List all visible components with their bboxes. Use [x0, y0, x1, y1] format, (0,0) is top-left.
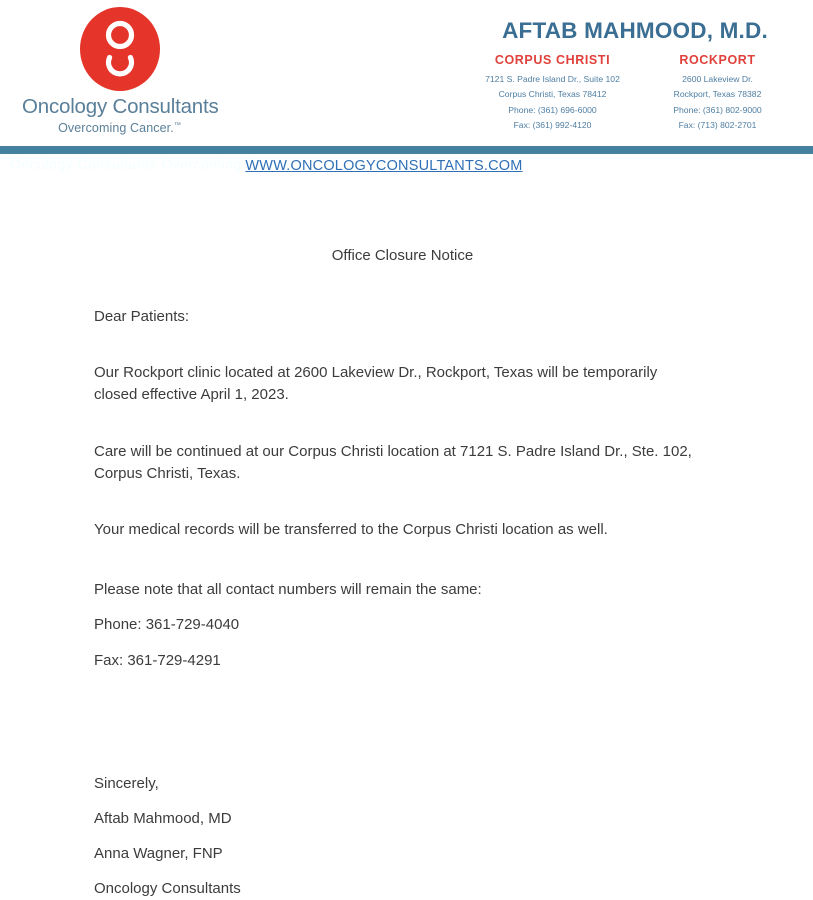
office-address-line2: Corpus Christi, Texas 78412	[498, 89, 607, 100]
logo-tagline-text: Overcoming Cancer.	[58, 120, 174, 135]
signer-physician: Aftab Mahmood, MD	[94, 809, 232, 827]
watermark-text: Oncology Consultants Overcoming Cancer	[10, 156, 295, 172]
office-fax: Fax: (713) 802-2701	[678, 119, 757, 130]
page-title: Office Closure Notice	[331, 247, 474, 264]
office-address-line2: Rockport, Texas 78382	[673, 89, 762, 100]
practice-info	[470, 18, 800, 133]
office-rockport	[635, 53, 800, 133]
header-divider-rule	[0, 146, 813, 154]
company-logo	[22, 6, 217, 135]
office-locations	[470, 53, 800, 133]
signer-nurse-practitioner: Anna Wagner, FNP	[94, 845, 223, 863]
office-fax: Fax: (361) 992-4120	[513, 119, 592, 130]
website-link-container	[0, 157, 813, 175]
contact-heading: Please note that all contact numbers will remain the same:	[94, 581, 482, 599]
logo-wordmark: Oncology Consultants	[22, 95, 219, 118]
office-title: ROCKPORT	[679, 53, 756, 67]
doctor-name: AFTAB MAHMOOD, M.D.	[502, 18, 768, 43]
office-phone: Phone: (361) 802-9000	[673, 104, 762, 115]
contact-phone: Phone: 361-729-4040	[94, 616, 240, 634]
office-phone: Phone: (361) 696-6000	[508, 104, 597, 115]
trademark-symbol: ™	[173, 121, 181, 129]
signer-organization: Oncology Consultants	[94, 880, 241, 898]
letter-body	[0, 185, 813, 900]
oc-monogram-icon	[77, 6, 163, 92]
office-title: CORPUS CHRISTI	[494, 53, 611, 67]
office-address-line1: 7121 S. Padre Island Dr., Suite 102	[485, 74, 620, 84]
contact-fax: Fax: 361-729-4291	[94, 651, 221, 669]
letter-content	[94, 306, 704, 900]
letterhead	[0, 0, 813, 146]
paragraph-medical-records: Your medical records will be transferred to the Corpus Christi location as well.	[94, 520, 608, 538]
salutation: Dear Patients:	[94, 308, 190, 325]
website-link[interactable]: WWW.ONCOLOGYCONSULTANTS.COM	[245, 158, 523, 174]
paragraph-care-continuation: Care will be continued at our Corpus Christi location at 7121 S. Padre Island Dr., Ste. 102, Corpus Christi, Texas.	[94, 442, 692, 482]
logo-tagline	[22, 121, 217, 135]
office-address-line1: 2600 Lakeview Dr.	[682, 74, 753, 84]
paragraph-closure-notice: Our Rockport clinic located at 2600 Lakeview Dr., Rockport, Texas will be temporarily closed effective April 1, 2023.	[94, 364, 658, 404]
office-corpus-christi	[470, 53, 635, 133]
signoff: Sincerely,	[94, 774, 159, 792]
